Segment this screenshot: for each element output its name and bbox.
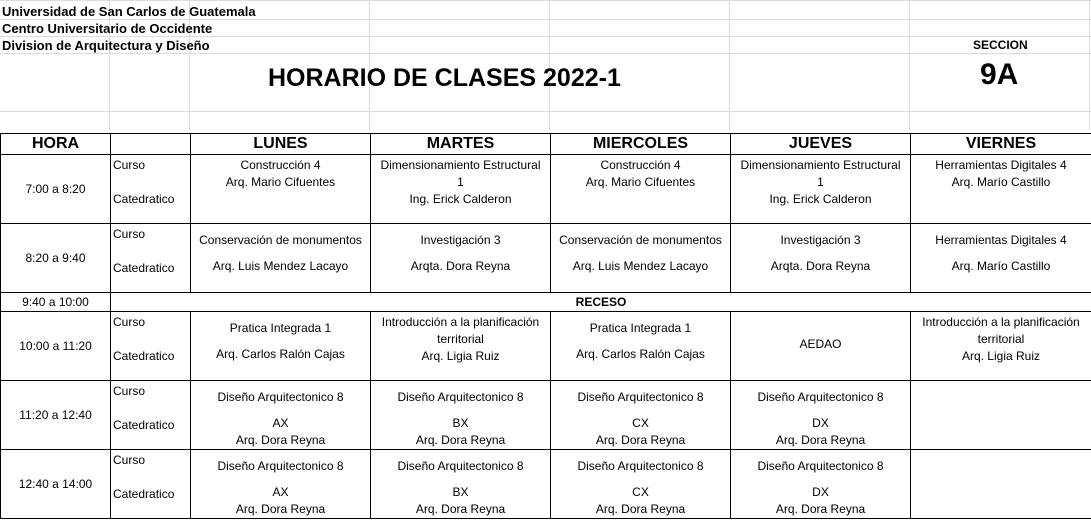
class-cell [731, 312, 911, 381]
class-line: Construcción 4 [600, 158, 681, 172]
class-line: Arq. Carlos Ralón Cajas [216, 347, 345, 361]
institution-line-1: Universidad de San Carlos de Guatemala [2, 4, 256, 19]
class-cell [551, 155, 731, 224]
class-cell [371, 312, 551, 381]
class-line: Dimensionamiento Estructural [740, 158, 901, 172]
class-line: Ing. Erick Calderon [769, 192, 872, 206]
table-row [1, 155, 1091, 224]
class-line: territorial [977, 332, 1025, 346]
class-line: Investigación 3 [780, 233, 861, 247]
class-cell [191, 155, 371, 224]
class-cell [911, 450, 1091, 519]
table-row [1, 450, 1091, 519]
class-line: Diseño Arquitectonico 8 [217, 459, 344, 473]
row-labels [111, 224, 191, 293]
class-line: territorial [437, 332, 484, 346]
class-line: Diseño Arquitectonico 8 [397, 459, 524, 473]
class-line: Herramientas Digitales 4 [935, 158, 1067, 172]
class-cell [371, 155, 551, 224]
class-line: Investigación 3 [420, 233, 501, 247]
class-line: BX [452, 485, 469, 499]
section-value: 9A [980, 58, 1019, 91]
class-line: Arq. Ligia Ruiz [421, 349, 500, 363]
class-cell [731, 155, 911, 224]
class-line: Construcción 4 [240, 158, 321, 172]
day-header: MIERCOLES [551, 134, 731, 155]
day-header: VIERNES [911, 134, 1091, 155]
class-cell [731, 450, 911, 519]
class-cell [551, 381, 731, 450]
institution-line-2: Centro Universitario de Occidente [2, 21, 213, 36]
class-line: Diseño Arquitectonico 8 [577, 390, 704, 404]
class-cell [371, 450, 551, 519]
receso-row [1, 293, 1091, 312]
page-title: HORARIO DE CLASES 2022-1 [268, 64, 621, 92]
class-line: Introducción a la planificación [381, 315, 540, 329]
class-line: Arq. Dora Reyna [775, 502, 866, 516]
receso-label: RECESO [111, 293, 1091, 312]
row-labels [111, 381, 191, 450]
teacher-label: Catedratico [113, 418, 175, 432]
class-cell [731, 381, 911, 450]
class-line: Arq. Dora Reyna [415, 502, 506, 516]
hora-header: HORA [1, 134, 111, 155]
teacher-label: Catedratico [113, 192, 175, 206]
day-header: LUNES [191, 134, 371, 155]
class-line: Diseño Arquitectonico 8 [577, 459, 704, 473]
time-cell: 11:20 a 12:40 [1, 381, 111, 450]
label-header [111, 134, 191, 155]
class-line: Introducción a la planificación [922, 315, 1080, 329]
class-line: Arq. Dora Reyna [235, 502, 326, 516]
class-line: Arq. Marío Castillo [951, 259, 1051, 273]
class-line: 1 [457, 175, 464, 189]
class-line: Conservación de monumentos [559, 233, 722, 247]
institution-line-3: Division de Arquitectura y Diseño [2, 38, 210, 53]
day-header: JUEVES [731, 134, 911, 155]
schedule-table [0, 133, 1091, 519]
teacher-label: Catedratico [113, 487, 175, 501]
time-cell: 8:20 a 9:40 [1, 224, 111, 293]
class-line: Conservación de monumentos [199, 233, 362, 247]
row-labels [111, 450, 191, 519]
class-cell [191, 312, 371, 381]
class-line: Arq. Ligia Ruiz [961, 349, 1041, 363]
class-line: AEDAO [799, 337, 842, 351]
teacher-label: Catedratico [113, 261, 175, 275]
class-cell [911, 312, 1091, 381]
class-line: 1 [817, 175, 824, 189]
class-line: Diseño Arquitectonico 8 [217, 390, 344, 404]
row-labels [111, 312, 191, 381]
class-line: Pratica Integrada 1 [229, 321, 332, 335]
class-cell [911, 381, 1091, 450]
class-line: Herramientas Digitales 4 [935, 233, 1067, 247]
class-line: Arq. Mario Cifuentes [585, 175, 696, 189]
course-label: Curso [113, 227, 146, 241]
table-row [1, 312, 1091, 381]
class-cell [191, 381, 371, 450]
time-cell: 12:40 a 14:00 [1, 450, 111, 519]
class-cell [551, 312, 731, 381]
row-labels [111, 155, 191, 224]
class-line: Ing. Erick Calderon [409, 192, 512, 206]
class-cell [551, 224, 731, 293]
time-cell: 10:00 a 11:20 [1, 312, 111, 381]
course-label: Curso [113, 453, 146, 467]
class-cell [191, 224, 371, 293]
class-line: Arq. Luis Mendez Lacayo [572, 259, 709, 273]
class-cell [371, 224, 551, 293]
class-line: AX [272, 416, 289, 430]
class-cell [551, 450, 731, 519]
class-line: BX [452, 416, 469, 430]
class-line: Diseño Arquitectonico 8 [397, 390, 524, 404]
day-header: MARTES [371, 134, 551, 155]
class-line: Arqta. Dora Reyna [410, 259, 511, 273]
class-line: Arq. Dora Reyna [415, 433, 506, 447]
time-cell: 7:00 a 8:20 [1, 155, 111, 224]
class-line: AX [272, 485, 289, 499]
class-line: Arq. Dora Reyna [775, 433, 866, 447]
class-line: Pratica Integrada 1 [589, 321, 692, 335]
class-line: DX [812, 416, 829, 430]
class-cell [191, 450, 371, 519]
class-line: Diseño Arquitectonico 8 [757, 459, 884, 473]
header-row [1, 134, 1091, 155]
class-line: Arq. Dora Reyna [235, 433, 326, 447]
class-line: Arq. Marío Castillo [951, 175, 1051, 189]
class-line: Arqta. Dora Reyna [770, 259, 871, 273]
class-line: DX [812, 485, 829, 499]
class-cell [911, 155, 1091, 224]
class-line: Dimensionamiento Estructural [380, 158, 541, 172]
class-line: Arq. Mario Cifuentes [225, 175, 336, 189]
class-line: CX [632, 485, 649, 499]
teacher-label: Catedratico [113, 349, 175, 363]
class-cell [371, 381, 551, 450]
class-line: Arq. Carlos Ralón Cajas [576, 347, 705, 361]
course-label: Curso [113, 158, 146, 172]
section-label: SECCION [973, 38, 1028, 52]
class-line: CX [632, 416, 649, 430]
course-label: Curso [113, 384, 146, 398]
class-cell [911, 224, 1091, 293]
table-row [1, 381, 1091, 450]
class-cell [731, 224, 911, 293]
class-line: Diseño Arquitectonico 8 [757, 390, 884, 404]
course-label: Curso [113, 315, 146, 329]
table-row [1, 224, 1091, 293]
receso-time: 9:40 a 10:00 [1, 293, 111, 312]
class-line: Arq. Luis Mendez Lacayo [212, 259, 349, 273]
class-line: Arq. Dora Reyna [595, 433, 686, 447]
class-line: Arq. Dora Reyna [595, 502, 686, 516]
